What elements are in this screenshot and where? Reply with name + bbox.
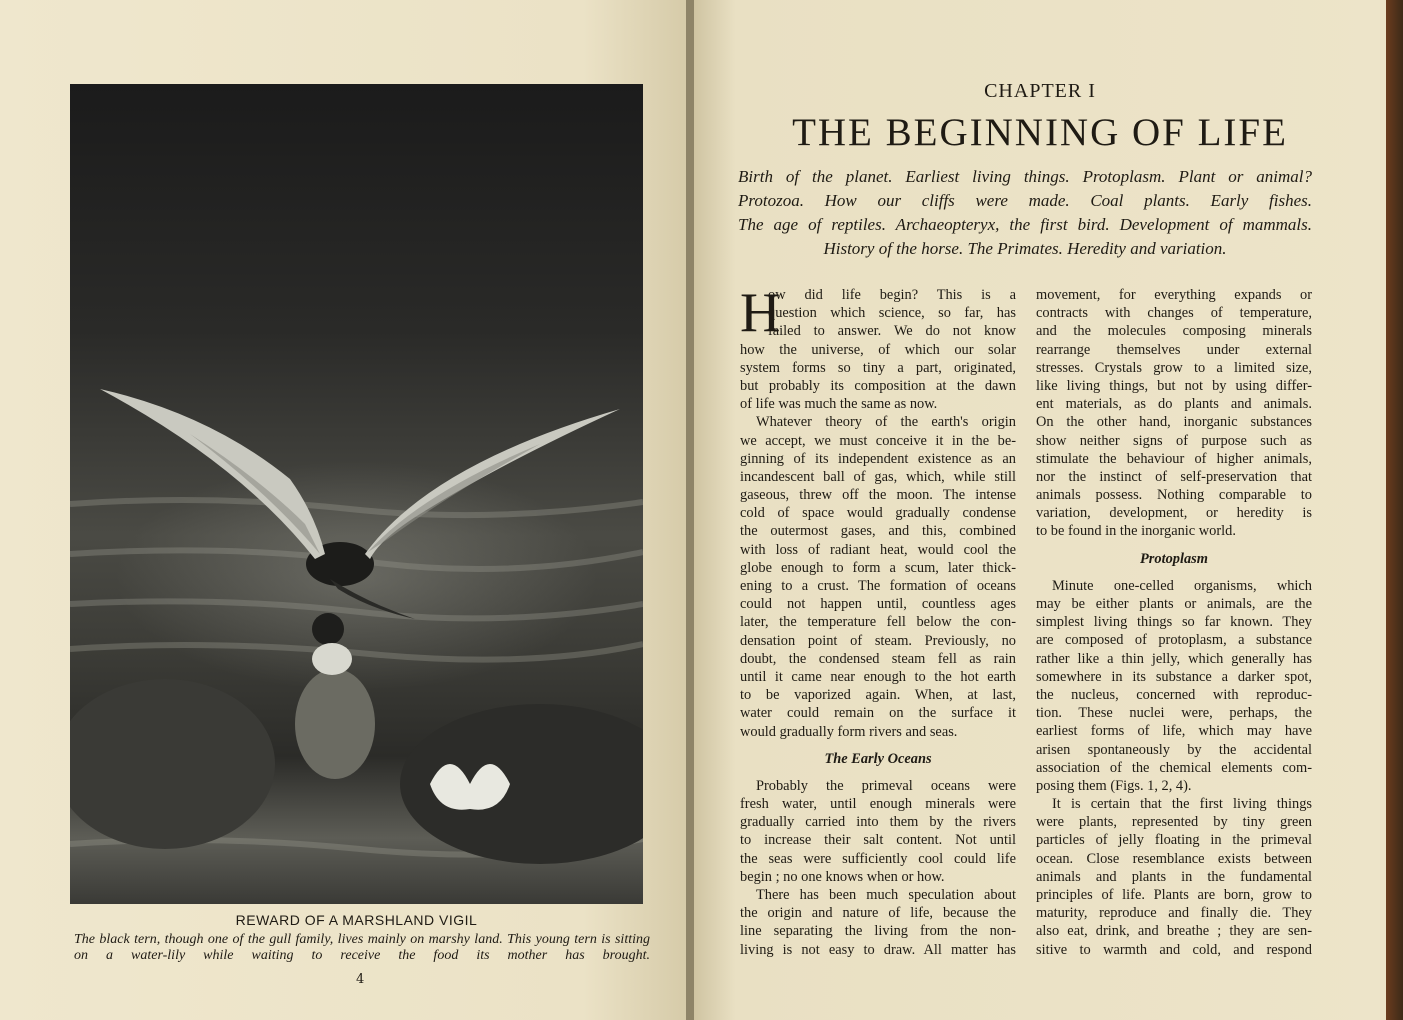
text-line: gaseous, threw off the moon. The intense	[740, 487, 1016, 504]
text-line: It is certain that the first living things	[1052, 796, 1312, 813]
text-line: stresses. Crystals grow to a limited size,	[1036, 359, 1312, 376]
text-line: but probably its composition at the dawn	[740, 377, 1016, 394]
text-line: system forms so tiny a part, originated,	[740, 359, 1016, 376]
text-line: water could remain on the surface it	[740, 705, 1016, 722]
text-line: Probably the primeval oceans were	[756, 777, 1016, 794]
text-line: principles of life. Plants are born, grow to	[1036, 887, 1312, 903]
page-number: 4	[356, 972, 365, 987]
photo-caption-title: REWARD OF A MARSHLAND VIGIL	[235, 912, 478, 928]
book-cover-edge	[1386, 0, 1403, 1020]
text-line: to increase their salt content. Not until	[740, 832, 1016, 849]
text-column-left	[740, 282, 1016, 959]
black-tern-photo	[70, 84, 643, 904]
text-line: rather like a thin jelly, which generally has	[1036, 650, 1312, 667]
text-line: nor the instinct of self-preservation that	[1036, 468, 1312, 485]
text-line: to be found in the inorganic world.	[1036, 523, 1236, 540]
right-page	[694, 0, 1386, 1020]
text-line: would gradually form rivers and seas.	[740, 723, 958, 740]
text-line: line separating the living from the non-	[740, 923, 1016, 940]
text-line: Whatever theory of the earth's origin	[756, 414, 1016, 431]
text-line: fresh water, until enough minerals were	[740, 796, 1016, 813]
synopsis-line: Protozoa. How our cliffs were made. Coal plants. Early fishes.	[738, 191, 1312, 210]
text-line: the outermost gases, and this, combined	[740, 523, 1016, 540]
text-line: particles of jelly floating in the primeval	[1036, 832, 1312, 849]
text-line: ow did life begin? This is a	[768, 287, 1016, 303]
text-line: the nucleus, concerned with reproduc-	[1036, 686, 1312, 703]
text-line: ent materials, as do plants and animals.	[1036, 396, 1312, 413]
text-line: animals and plants in the fundamental	[1036, 868, 1312, 885]
text-line: somewhere in its substance a darker spot,	[1036, 668, 1312, 685]
text-line: globe enough to form a scum, later thick-	[740, 559, 1016, 576]
subheading-protoplasm: Protoplasm	[1140, 550, 1208, 567]
text-line: to be vaporized again. When, at last,	[740, 687, 1016, 704]
text-line: like living things, but not by using differ-	[1036, 377, 1312, 394]
synopsis-line: Birth of the planet. Earliest living things. Protoplasm. Plant or animal?	[738, 167, 1312, 186]
text-line: association of the chemical elements com-	[1036, 759, 1312, 776]
text-line: of life was much the same as now.	[740, 396, 938, 413]
text-line: are composed of protoplasm, a substance	[1036, 632, 1312, 649]
chapter-synopsis	[738, 165, 1312, 261]
text-line: posing them (Figs. 1, 2, 4).	[1036, 777, 1192, 794]
text-line: could not happen until, countless ages	[740, 596, 1016, 613]
text-line: with loss of radiant heat, would cool the	[740, 541, 1016, 558]
text-line: densation point of steam. Previously, no	[740, 632, 1016, 649]
text-line: and the molecules composing minerals	[1036, 323, 1312, 340]
text-line: question which science, so far, has	[768, 305, 1016, 322]
text-line: failed to answer. We do not know	[768, 323, 1016, 340]
text-line: movement, for everything expands or	[1036, 287, 1312, 303]
text-line: ginning of its independent existence as an	[740, 450, 1016, 467]
text-line: simplest living things so far known. They	[1036, 614, 1312, 631]
text-line: show neither signs of purpose such as	[1036, 432, 1312, 449]
text-line: contracts with changes of temperature,	[1036, 305, 1312, 322]
text-line: ocean. Close resemblance exists between	[1036, 850, 1312, 867]
text-line: tion. These nuclei were, perhaps, the	[1036, 705, 1312, 722]
text-line: may be either plants or animals, are the	[1036, 596, 1312, 612]
text-line: There has been much speculation about	[756, 887, 1016, 903]
text-line: incandescent ball of gas, which, while still	[740, 468, 1016, 485]
book-gutter	[686, 0, 694, 1020]
text-line: until it came near enough to the hot earth	[740, 668, 1016, 685]
text-line: sitive to warmth and cold, and respond	[1036, 941, 1312, 958]
text-line: begin ; no one knows when or how.	[740, 868, 945, 885]
text-line: how the universe, of which our solar	[740, 341, 1016, 358]
text-line: cold of space would gradually condense	[740, 505, 1016, 522]
text-line: were plants, represented by tiny green	[1036, 814, 1312, 831]
text-line: earliest forms of life, which may have	[1036, 723, 1312, 740]
text-line: gradually carried into them by the rivers	[740, 814, 1016, 831]
drop-cap: H	[740, 282, 781, 344]
text-line: stimulate the behaviour of higher animals,	[1036, 450, 1312, 467]
text-line: On the other hand, inorganic substances	[1036, 414, 1312, 431]
text-line: later, the temperature fell below the con-	[740, 614, 1016, 631]
photo-caption-text: The black tern, though one of the gull family, lives mainly on marshy land. This young tern is sitting on a water-lily while waiting to receive the food its mother has brought.	[74, 932, 650, 963]
text-line: Minute one-celled organisms, which	[1052, 577, 1312, 594]
tern-illustration	[70, 84, 643, 904]
text-line: doubt, the condensed steam fell as rain	[740, 650, 1016, 667]
chapter-title: THE BEGINNING OF LIFE	[792, 111, 1288, 154]
text-line: variation, development, or heredity is	[1036, 505, 1312, 522]
text-line: ening to a crust. The formation of oceans	[740, 578, 1016, 594]
subheading-early-oceans: The Early Oceans	[824, 750, 932, 767]
text-line: also eat, drink, and breathe ; they are sen-	[1036, 923, 1312, 940]
text-line: rearrange themselves under external	[1036, 341, 1312, 358]
text-line: maturity, reproduce and finally die. They	[1036, 905, 1312, 922]
left-page	[0, 0, 686, 1020]
synopsis-line: The age of reptiles. Archaeopteryx, the first bird. Development of mammals.	[738, 215, 1312, 234]
text-line: the seas were sufficiently cool could life	[740, 850, 1016, 867]
chapter-label: CHAPTER I	[984, 80, 1096, 102]
text-line: animals possess. Nothing comparable to	[1036, 487, 1312, 504]
text-column-right	[1036, 286, 1312, 959]
text-line: we accept, we must conceive it in the be-	[740, 432, 1016, 449]
text-line: living is not easy to draw. All matter has	[740, 941, 1016, 958]
synopsis-line: History of the horse. The Primates. Heredity and variation.	[823, 239, 1227, 258]
text-line: arisen spontaneously by the accidental	[1036, 741, 1312, 758]
text-line: the origin and nature of life, because the	[740, 905, 1016, 922]
